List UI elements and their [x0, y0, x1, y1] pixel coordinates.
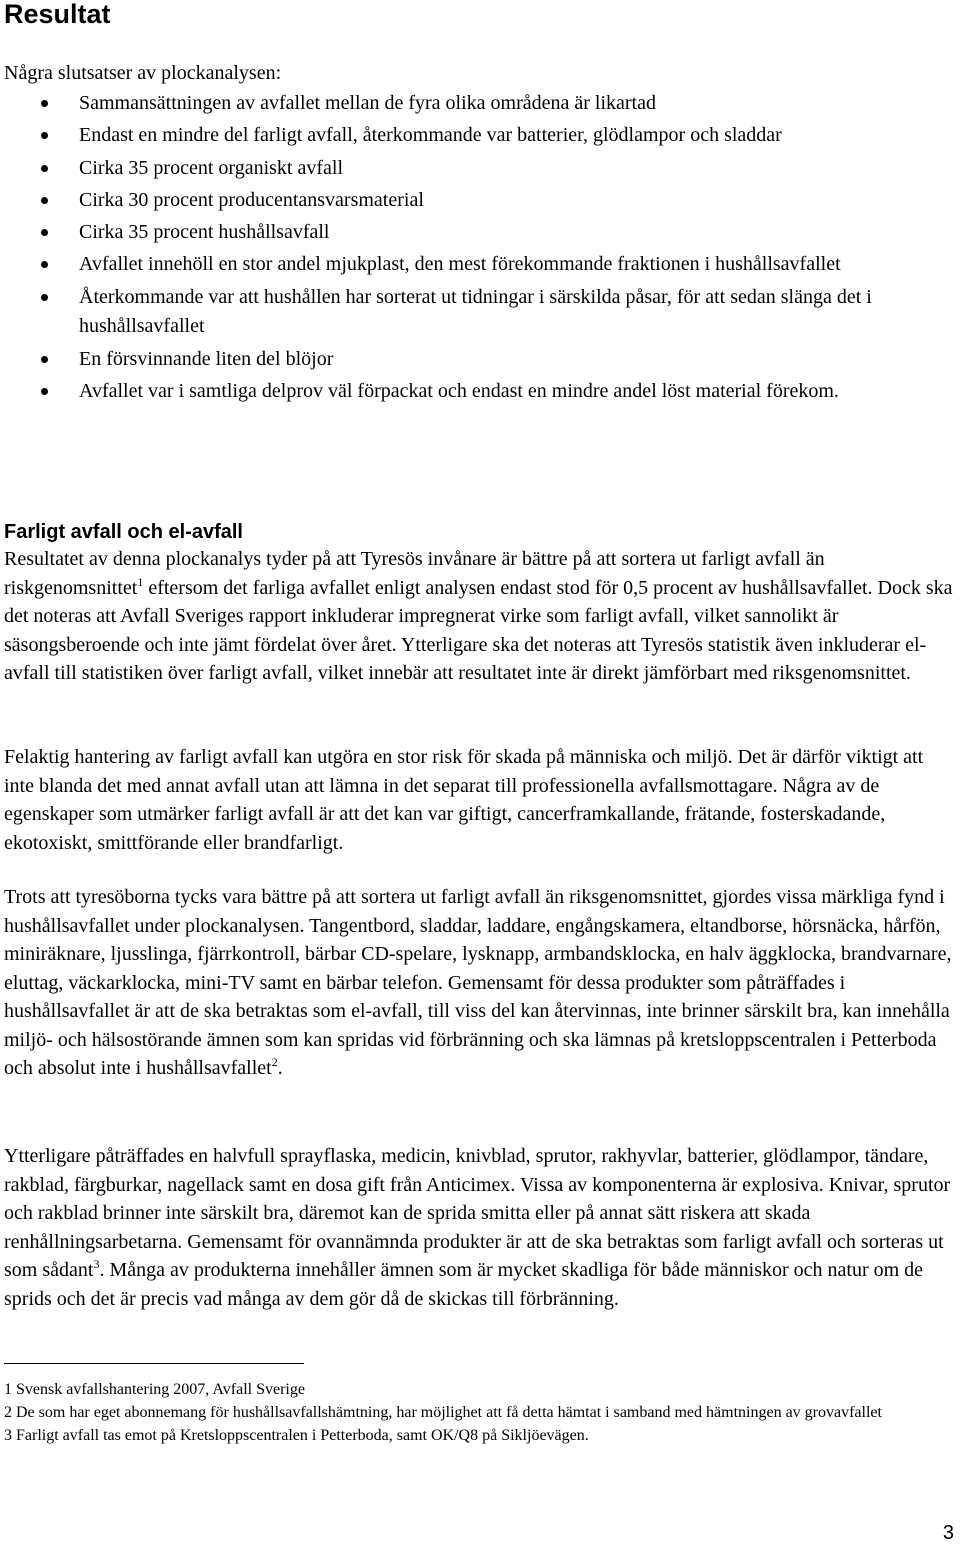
- list-item: [4, 121, 934, 151]
- paragraph-text: .: [277, 1057, 283, 1079]
- paragraph-text: Ytterligare påträffades en halvfull sprayflaska, medicin, knivblad, sprutor, rakhyvlar, batterier, glödlampor, tändare, rakblad, färgburkar, nagellack samt en dosa gift från Anticimex. Vissa av komponenterna är explosiva. Knivar, sprutor och rakblad brinner inte särskilt bra, däremot kan de sprida smitta eller på annat sätt riskera att skada renhållningsarbetarna. Gemensamt för ovannämnda produkter är att de ska betraktas som farligt avfall och sorteras ut som sådant: [4, 1145, 951, 1281]
- footnote-ref: 2: [271, 1055, 278, 1069]
- findings-list: [4, 89, 934, 409]
- bullet-icon: [41, 261, 48, 268]
- paragraph-text: Trots att tyresöborna tycks vara bättre på att sortera ut farligt avfall än riksgenomsnittet, gjordes vissa märkliga fynd i hushållsavfallet under plockanalysen. Tangentbord, sladdar, laddare, engångskamera, eltandborse, hörsnäcka, hårfön, miniräknare, ljusslinga, fjärrkontroll, bärbar CD-spelare, lysknapp, armbandsklocka, en halv äggklocka, brandvarnare, eluttag, väckarklocka, mini-TV samt en bärbar telefon. Gemensamt för dessa produkter som påträffades i hushållsavfallet är att de ska betraktas som el-avfall, till viss del kan återvinnas, inte brinner särskilt bra, kan innehålla miljö- och hälsostörande ämnen som kan spridas vid förbränning och ska lämnas på kretsloppscentralen i Petterboda och absolut inte i hushållsavfallet: [4, 886, 952, 1079]
- footnote-ref: 1: [137, 574, 144, 589]
- list-item-text: Avfallet var i samtliga delprov väl förpackat och endast en mindre andel löst material förekom.: [79, 379, 839, 402]
- page-number: 3: [942, 1522, 954, 1544]
- list-item: [4, 186, 934, 216]
- list-item: [4, 89, 934, 119]
- footnotes: [4, 1378, 956, 1447]
- bullet-icon: [41, 229, 48, 236]
- footnote: 3 Farligt avfall tas emot på Kretsloppscentralen i Petterboda, samt OK/Q8 på Sikljöevägen.: [4, 1427, 589, 1444]
- body-paragraph: [4, 1142, 956, 1313]
- list-item-text: Avfallet innehöll en stor andel mjukplast, den mest förekommande fraktionen i hushållsavfallet: [79, 253, 841, 276]
- body-paragraph: [4, 883, 956, 1083]
- footnote: 2 De som har eget abonnemang för hushållsavfallshämtning, har möjlighet att få detta hämtat i samband med hämtningen av grovavfallet: [4, 1404, 882, 1421]
- footnote: 1 Svensk avfallshantering 2007, Avfall Sverige: [4, 1381, 305, 1398]
- list-item-text: Cirka 30 procent producentansvarsmaterial: [79, 188, 424, 211]
- list-item-text: Endast en mindre del farligt avfall, återkommande var batterier, glödlampor och sladdar: [79, 124, 782, 147]
- footnote-ref: 3: [93, 1257, 100, 1271]
- bullet-icon: [41, 356, 48, 363]
- list-item: [4, 345, 934, 375]
- bullet-icon: [41, 165, 48, 172]
- page-title: Resultat: [4, 0, 111, 29]
- intro-text: Några slutsatser av plockanalysen:: [4, 62, 282, 84]
- list-item: [4, 377, 934, 407]
- body-paragraph: Felaktig hantering av farligt avfall kan utgöra en stor risk för skada på människa och miljö. Det är därför viktigt att inte blanda det med annat avfall utan att lämna in det separat till professionella avfallsmottagare. Några av de egenskaper som utmärker farligt avfall är att det kan var giftigt, cancerframkallande, frätande, fosterskadande, ekotoxiskt, smittförande eller brandfarligt.: [4, 746, 924, 854]
- list-item-text: Sammansättningen av avfallet mellan de fyra olika områdena är likartad: [79, 92, 656, 114]
- list-item-text: Cirka 35 procent organiskt avfall: [79, 156, 344, 179]
- body-paragraph: [4, 545, 956, 688]
- list-item-text: En försvinnande liten del blöjor: [79, 347, 334, 370]
- bullet-icon: [41, 132, 48, 139]
- bullet-icon: [41, 388, 48, 395]
- list-item: [4, 283, 934, 342]
- list-item-text: Återkommande var att hushållen har sorterat ut tidningar i särskilda påsar, för att sedan slänga det i hushållsavfallet: [79, 285, 872, 338]
- bullet-icon: [41, 294, 48, 301]
- bullet-icon: [41, 100, 48, 107]
- list-item: [4, 154, 934, 184]
- footnote-divider: [4, 1363, 304, 1364]
- paragraph-text: Resultatet av denna plockanalys tyder på att Tyresös invånare är bättre på att sortera ut farligt avfall än riskgenomsnittet: [4, 548, 825, 599]
- list-item: [4, 218, 934, 248]
- list-item-text: Cirka 35 procent hushållsavfall: [79, 221, 330, 244]
- section-heading: Farligt avfall och el-avfall: [4, 521, 243, 543]
- paragraph-text: eftersom det farliga avfallet enligt analysen endast stod för 0,5 procent av hushållsavfallet. Dock ska det noteras att Avfall Sveriges rapport inkluderar impregnerat virke som farligt avfall, vilket sannolikt är säsongsberoende och inte jämt fördelat över året. Ytterligare ska det noteras att Tyresös statistik även inkluderar el-avfall till statistiken över farligt avfall, vilket innebär att resultatet inte är direkt jämförbart med riksgenomsnittet.: [4, 576, 953, 684]
- list-item: [4, 250, 934, 280]
- paragraph-text: . Många av produkterna innehåller ämnen som är mycket skadliga för både människor och natur om de sprids och det är precis vad många av dem gör då de skickas till förbränning.: [4, 1259, 924, 1310]
- bullet-icon: [41, 197, 48, 204]
